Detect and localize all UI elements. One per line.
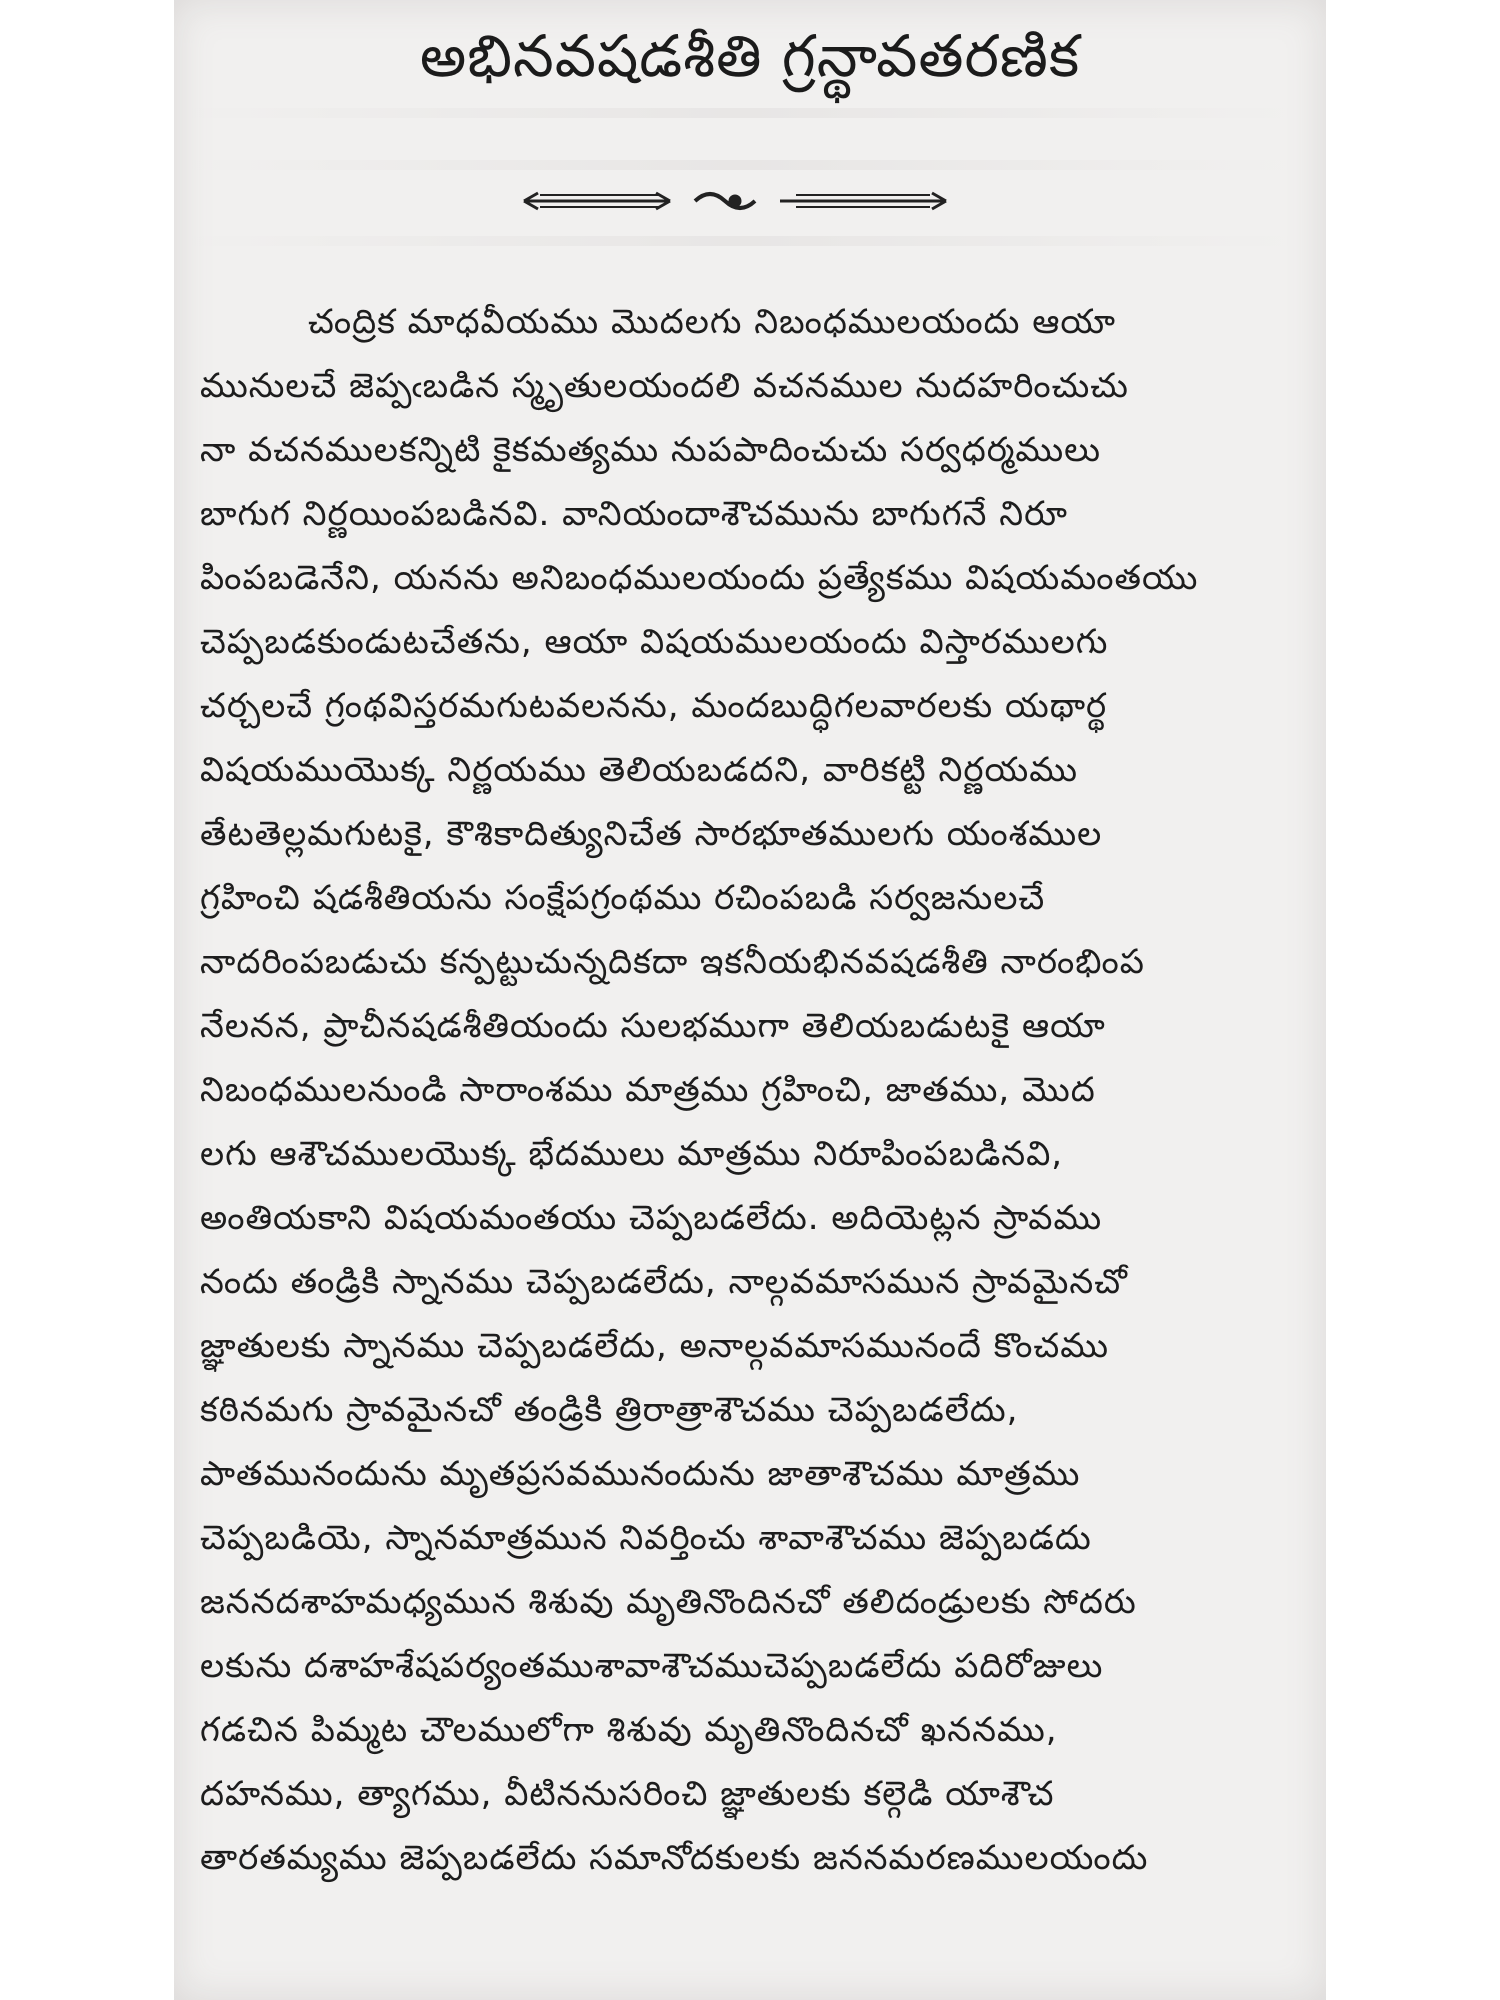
paragraph-line: చర్చలచే గ్రంథవిస్తరమగుటవలనను, మందబుద్ధిగలవారలకు యథార్థ	[200, 686, 1108, 726]
title-ornament-divider	[520, 183, 950, 219]
paragraph-line: చెప్పబడియె, స్నానమాత్రమున నివర్తించు శావాశౌచము జెప్పబడదు	[200, 1518, 1092, 1558]
paragraph-line: దహనము, త్యాగము, వీటిననుసరించి జ్ఞాతులకు కల్గెడి యాశౌచ	[200, 1774, 1055, 1814]
paragraph-line: తేటతెల్లమగుటకై, కౌశికాదిత్యునిచేత సారభూతములగు యంశముల	[200, 814, 1103, 854]
paragraph-line: మునులచే జెప్పఁబడిన స్మృతులయందలి వచనముల నుదహరించుచు	[200, 366, 1129, 406]
paragraph-line: కఠినమగు స్రావమైనచో తండ్రికి త్రిరాత్రాశౌచము చెప్పబడలేదు,	[200, 1390, 1019, 1430]
paragraph-line: చెప్పబడకుండుటచేతను, ఆయా విషయములయందు విస్తారములగు	[200, 622, 1109, 662]
paragraph-line: నేలనన, ప్రాచీనషడశీతియందు సులభముగా తెలియబడుటకై ఆయా	[200, 1006, 1106, 1046]
paragraph-line: పాతమునందును మృతప్రసవమునందును జాతాశౌచము మాత్రము	[200, 1454, 1081, 1494]
show-through-line	[180, 160, 1300, 170]
page-title: అభినవషడశీతి గ్రన్థావతరణిక	[419, 22, 1081, 90]
paragraph-line: తారతమ్యము జెప్పబడలేదు సమానోదకులకు జననమరణములయందు	[200, 1838, 1149, 1878]
paragraph-line: జననదశాహమధ్యమున శిశువు మృతినొందినచో తలిదండ్రులకు సోదరు	[200, 1582, 1137, 1622]
paragraph-line: నందు తండ్రికి స్నానము చెప్పబడలేదు, నాల్గవమాసమున స్రావమైనచో	[200, 1262, 1128, 1302]
paragraph-line: నాదరింపబడుచు కన్పట్టుచున్నదికదా ఇకనీయభినవషడశీతి నారంభింప	[200, 942, 1145, 982]
paragraph-line: చంద్రిక మాధవీయము మొదలగు నిబంధములయందు ఆయా	[308, 302, 1116, 342]
paragraph-line: నిబంధములనుండి సారాంశము మాత్రము గ్రహించి, జాతము, మొద	[200, 1070, 1096, 1110]
show-through-line	[180, 236, 1300, 246]
show-through-line	[180, 108, 1300, 118]
paragraph-line: పింపబడెనేని, యనను అనిబంధములయందు ప్రత్యేకము విషయమంతయు	[200, 558, 1199, 598]
paragraph-line: అంతియకాని విషయమంతయు చెప్పబడలేదు. అదియెట్లన స్రావము	[200, 1198, 1103, 1238]
paragraph-line: బాగుగ నిర్ణయింపబడినవి. వానియందాశౌచమును బాగుగనే నిరూ	[200, 494, 1068, 534]
paragraph-line: జ్ఞాతులకు స్నానము చెప్పబడలేదు, అనాల్గవమాసమునందే కొంచము	[200, 1326, 1109, 1366]
paragraph-line: నా వచనములకన్నిటి కైకమత్యము నుపపాదించుచు సర్వధర్మములు	[200, 430, 1102, 470]
paragraph-line: గ్రహించి షడశీతియను సంక్షేపగ్రంథము రచింపబడి సర్వజనులచే	[200, 878, 1046, 918]
paragraph-line: లగు ఆశౌచములయొక్క భేదములు మాత్రము నిరూపింపబడినవి,	[200, 1134, 1064, 1174]
paragraph-line: విషయముయొక్క నిర్ణయము తెలియబడదని, వారికట్టి నిర్ణయము	[200, 750, 1078, 790]
paragraph-line: గడచిన పిమ్మట చౌలములోగా శిశువు మృతినొందినచో ఖననము,	[200, 1710, 1058, 1750]
paragraph-line: లకును దశాహశేషపర్యంతముశావాశౌచముచెప్పబడలేదు పదిరోజులు	[200, 1646, 1104, 1686]
